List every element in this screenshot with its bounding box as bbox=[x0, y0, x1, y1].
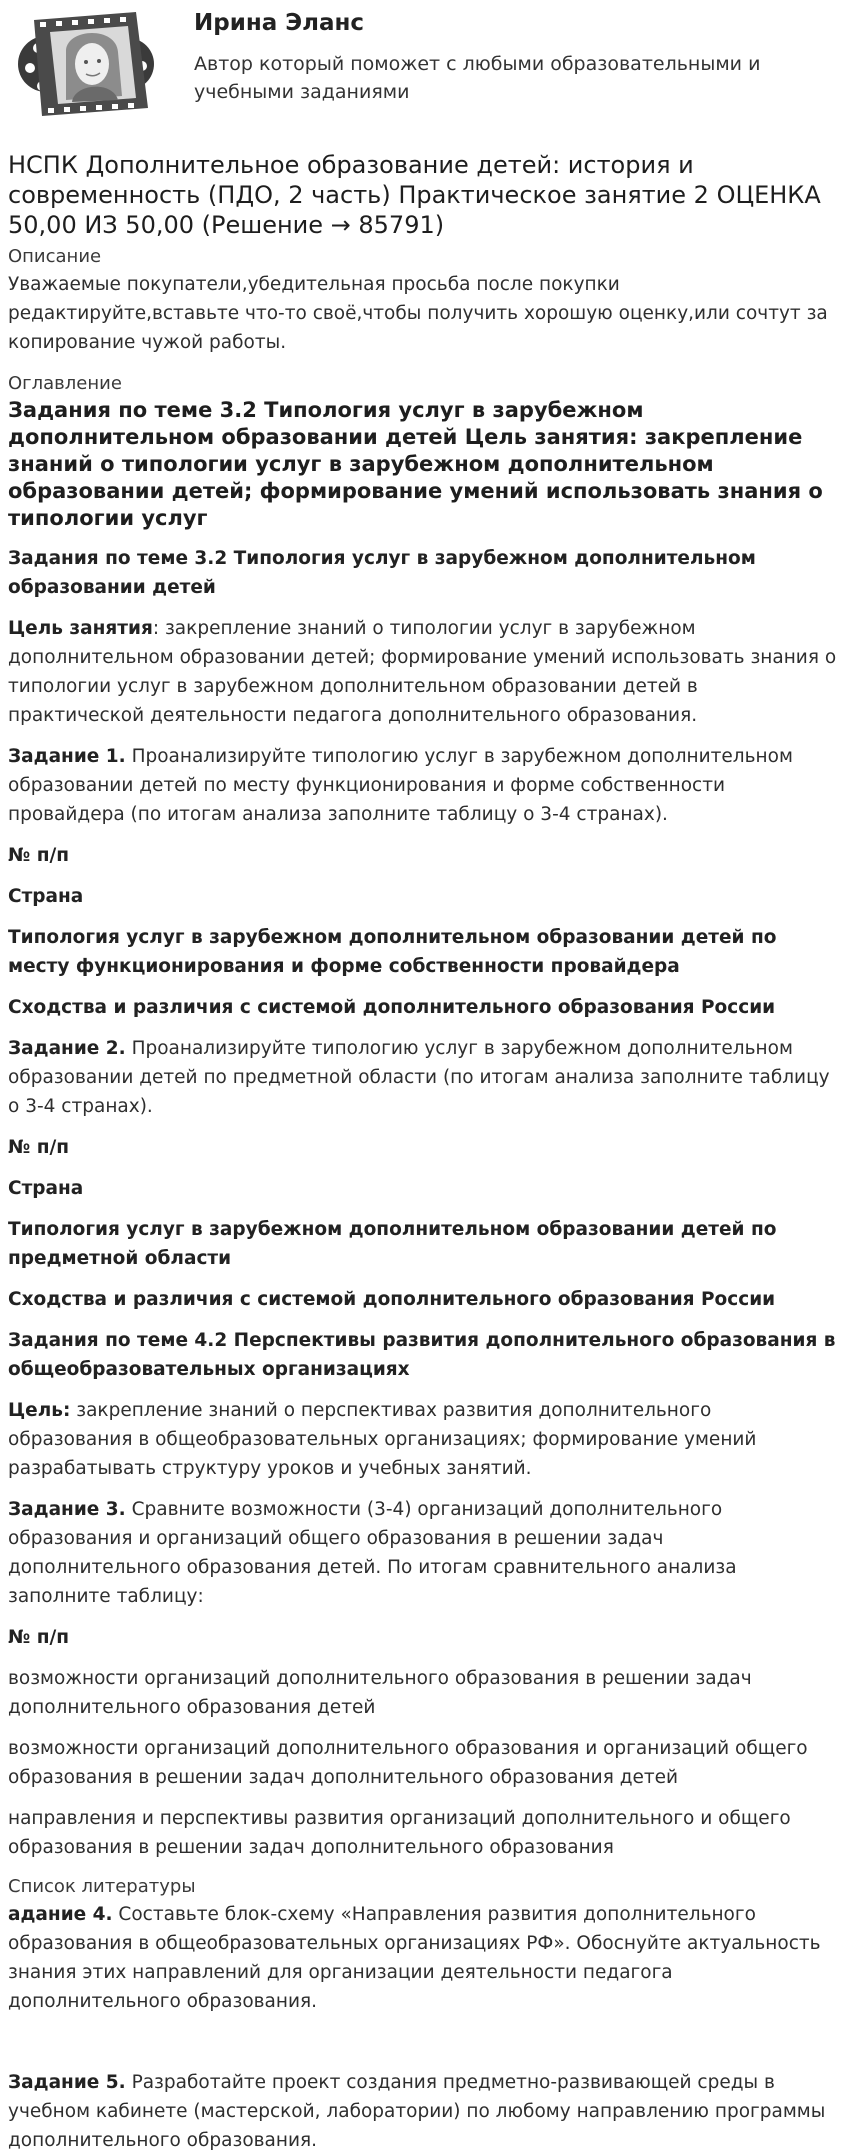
table1-col-typology: Типология услуг в зарубежном дополнительном образовании детей по месту функционирования и форме собственности провайдера bbox=[8, 927, 777, 977]
author-avatar[interactable] bbox=[16, 8, 156, 120]
topic1-goal bbox=[8, 614, 837, 730]
table2-col-typology: Типология услуг в зарубежном дополнительном образовании детей по предметной области bbox=[8, 1219, 777, 1269]
topic2-heading: Задания по теме 4.2 Перспективы развития дополнительного образования в общеобразовательных организациях bbox=[8, 1330, 836, 1380]
task4-label: адание 4. bbox=[8, 1904, 113, 1925]
topic1-heading: Задания по теме 3.2 Типология услуг в зарубежном дополнительном образовании детей bbox=[8, 548, 756, 598]
task4 bbox=[8, 1900, 837, 2016]
task2 bbox=[8, 1034, 837, 1121]
document-title: НСПК Дополнительное образование детей: история и современность (ПДО, 2 часть) Практическое занятие 2 ОЦЕНКА 50,00 ИЗ 50,00 (Решение → 85791) bbox=[8, 151, 821, 239]
table3-col-num: № п/п bbox=[8, 1627, 70, 1648]
references-label: Список литературы bbox=[8, 1876, 196, 1897]
table2-col-compare: Сходства и различия с системой дополнительного образования России bbox=[8, 1289, 776, 1310]
task4-text: Составьте блок-схему «Направления развития дополнительного образования в общеобразовательных организациях РФ». Обоснуйте актуальность знания этих направлений для организации деятельности педагога дополнительного образования. bbox=[8, 1904, 821, 2012]
spacer bbox=[8, 2028, 837, 2068]
topic2-goal-label: Цель: bbox=[8, 1400, 71, 1421]
table3-col-b: возможности организаций дополнительного образования и организаций общего образования в решении задач дополнительного образования детей bbox=[8, 1738, 808, 1788]
task2-text: Проанализируйте типологию услуг в зарубежном дополнительном образовании детей по предметной области (по итогам анализа заполните таблицу о 3-4 странах). bbox=[8, 1038, 830, 1117]
topic2-goal-text: закрепление знаний о перспективах развития дополнительного образования в общеобразовательных организациях; формирование умений разрабатывать структуру уроков и учебных занятий. bbox=[8, 1400, 757, 1479]
topic2-goal bbox=[8, 1396, 837, 1483]
task3-text: Сравните возможности (3-4) организаций дополнительного образования и организаций общего образования в решении задач дополнительного образования детей. По итогам сравнительного анализа заполните таблицу: bbox=[8, 1499, 737, 1607]
toc-heading: Задания по теме 3.2 Типология услуг в зарубежном дополнительном образовании детей Цель занятия: закрепление знаний о типологии услуг в зарубежном дополнительном образовании детей; формирование умений использовать знания о типологии услуг bbox=[8, 398, 823, 530]
topic1-goal-text: : закрепление знаний о типологии услуг в зарубежном дополнительном образовании детей; формирование умений использовать знания о типологии услуг в зарубежном дополнительном образовании детей в практической деятельности педагога дополнительного образования. bbox=[8, 618, 837, 726]
author-name[interactable]: Ирина Эланс bbox=[194, 10, 365, 36]
table1-col-country: Страна bbox=[8, 886, 84, 907]
topic1-goal-label: Цель занятия bbox=[8, 618, 153, 639]
task1-label: Задание 1. bbox=[8, 746, 126, 767]
author-description: Автор который поможет с любыми образовательными и учебными заданиями bbox=[194, 53, 761, 103]
table2-col-country: Страна bbox=[8, 1178, 84, 1199]
author-header bbox=[8, 0, 837, 132]
task1-text: Проанализируйте типологию услуг в зарубежном дополнительном образовании детей по месту функционирования и форме собственности провайдера (по итогам анализа заполните таблицу о 3-4 странах). bbox=[8, 746, 793, 825]
task5-label: Задание 5. bbox=[8, 2072, 126, 2093]
description-label: Описание bbox=[8, 246, 102, 267]
table3-col-a: возможности организаций дополнительного образования в решении задач дополнительного образования детей bbox=[8, 1668, 752, 1718]
description-text: Уважаемые покупатели,убедительная просьба после покупки редактируйте,вставьте что-то своё,чтобы получить хорошую оценку,или сочтут за копирование чужой работы. bbox=[8, 274, 828, 353]
task3 bbox=[8, 1495, 837, 1611]
task5-text: Разработайте проект создания предметно-развивающей среды в учебном кабинете (мастерской, лаборатории) по любому направлению программы дополнительного образования. bbox=[8, 2072, 826, 2151]
table1-col-num: № п/п bbox=[8, 845, 70, 866]
task3-label: Задание 3. bbox=[8, 1499, 126, 1520]
table3-col-c: направления и перспективы развития организаций дополнительного и общего образования в решении задач дополнительного образования bbox=[8, 1808, 791, 1858]
task2-label: Задание 2. bbox=[8, 1038, 126, 1059]
table1-col-compare: Сходства и различия с системой дополнительного образования России bbox=[8, 997, 776, 1018]
task5 bbox=[8, 2068, 837, 2155]
toc-label: Оглавление bbox=[8, 373, 122, 394]
task1 bbox=[8, 742, 837, 829]
table2-col-num: № п/п bbox=[8, 1137, 70, 1158]
